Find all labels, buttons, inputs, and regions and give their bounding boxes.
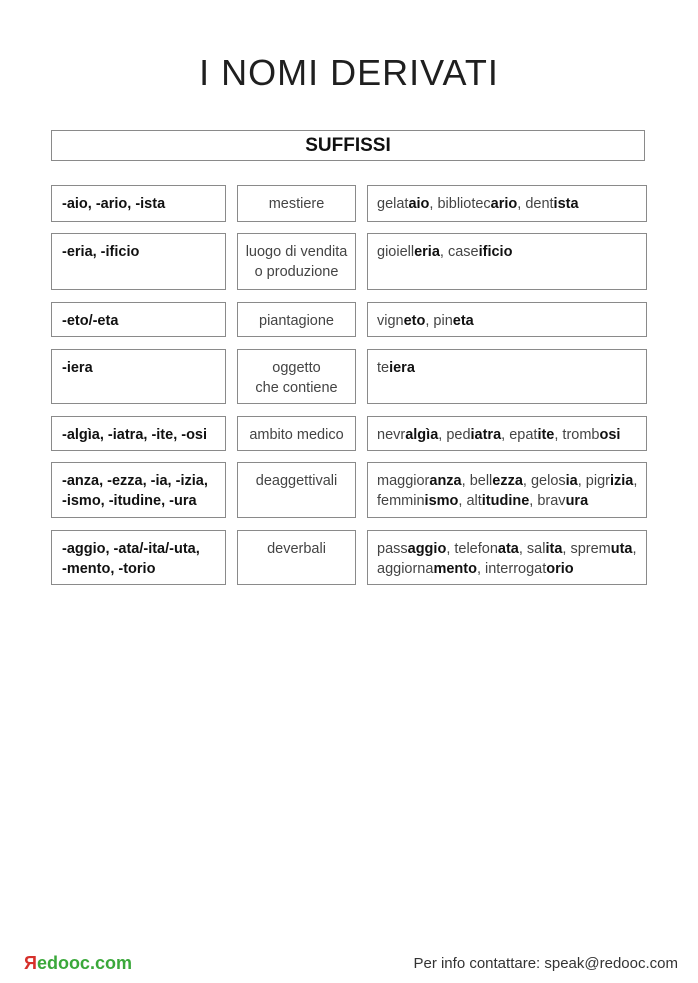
- suffix-highlight: anza: [429, 473, 462, 489]
- meaning-cell: [237, 416, 356, 451]
- meaning-text: o produzione: [254, 264, 339, 280]
- word-stem: ,: [632, 541, 637, 557]
- suffix-highlight: orio: [546, 561, 574, 577]
- examples-cell: [367, 416, 647, 451]
- word-stem: , dent: [517, 196, 554, 212]
- meaning-cell: [237, 185, 356, 222]
- suffix-text: -iera: [62, 360, 93, 376]
- examples-cell: [367, 233, 647, 290]
- suffix-highlight: eta: [452, 313, 474, 329]
- word-stem: , sprem: [562, 541, 611, 557]
- word-stem: , pigr: [577, 473, 610, 489]
- logo-r-letter: Я: [24, 953, 37, 973]
- word-stem: , brav: [529, 493, 566, 509]
- redooc-logo[interactable]: [24, 953, 132, 974]
- suffix-highlight: ificio: [478, 244, 513, 260]
- meaning-text: piantagione: [259, 313, 334, 329]
- suffix-text: -eto/-eta: [62, 313, 119, 329]
- meaning-text: deaggettivali: [255, 473, 338, 489]
- word-stem: , interrogat: [476, 561, 547, 577]
- suffix-highlight: iatra: [470, 427, 502, 443]
- word-stem: , ped: [438, 427, 471, 443]
- suffix-cell: [51, 530, 226, 585]
- examples-line: [377, 311, 642, 331]
- suffix-cell: [51, 416, 226, 451]
- suffix-highlight: itudine: [481, 493, 530, 509]
- suffix-highlight: ita: [545, 541, 563, 557]
- word-stem: ,: [633, 473, 638, 489]
- meaning-text: deverbali: [267, 541, 326, 557]
- word-stem: , bibliotec: [429, 196, 491, 212]
- examples-line: [377, 491, 642, 511]
- suffix-cell: [51, 302, 226, 337]
- word-stem: , case: [439, 244, 479, 260]
- suffix-highlight: uta: [610, 541, 633, 557]
- word-stem: , tromb: [554, 427, 600, 443]
- word-stem: , telefon: [446, 541, 498, 557]
- suffix-highlight: ista: [553, 196, 579, 212]
- examples-line: [377, 425, 642, 445]
- suffix-highlight: aio: [408, 196, 430, 212]
- suffix-text: -eria, -ificio: [62, 244, 140, 260]
- word-stem: pass: [377, 541, 408, 557]
- suffix-cell: [51, 349, 226, 404]
- suffix-highlight: ia: [565, 473, 578, 489]
- suffix-highlight: mento: [433, 561, 477, 577]
- meaning-text: che contiene: [255, 380, 338, 396]
- examples-cell: [367, 302, 647, 337]
- examples-line: [377, 539, 642, 559]
- suffix-text: -anza, -ezza, -ia, -izia,: [62, 473, 208, 489]
- section-header-label: SUFFISSI: [305, 134, 391, 156]
- examples-cell: [367, 530, 647, 585]
- logo-text: edooc.com: [36, 953, 132, 973]
- examples-line: [377, 358, 642, 378]
- suffix-highlight: algìa: [405, 427, 439, 443]
- meaning-cell: [237, 530, 356, 585]
- word-stem: , alt: [458, 493, 482, 509]
- suffix-highlight: ezza: [492, 473, 523, 489]
- suffix-cell: [51, 185, 226, 222]
- examples-cell: [367, 462, 647, 518]
- examples-line: [377, 242, 642, 262]
- meaning-text: ambito medico: [249, 427, 344, 443]
- examples-line: [377, 559, 642, 579]
- suffix-highlight: iera: [389, 360, 415, 376]
- word-stem: gelat: [377, 196, 409, 212]
- suffix-cell: [51, 233, 226, 290]
- suffix-highlight: ario: [490, 196, 518, 212]
- meaning-cell: [237, 349, 356, 404]
- suffix-highlight: osi: [599, 427, 621, 443]
- examples-cell: [367, 185, 647, 222]
- suffix-highlight: ismo: [424, 493, 459, 509]
- word-stem: aggiorna: [377, 561, 434, 577]
- examples-line: [377, 194, 642, 214]
- meaning-cell: [237, 233, 356, 290]
- suffix-text: -algìa, -iatra, -ite, -osi: [62, 427, 208, 443]
- suffix-text: -ismo, -itudine, -ura: [62, 493, 197, 509]
- meaning-cell: [237, 462, 356, 518]
- suffix-highlight: ura: [565, 493, 589, 509]
- word-stem: , gelos: [522, 473, 566, 489]
- page-title: I NOMI DERIVATI: [199, 52, 499, 93]
- word-stem: , pin: [425, 313, 453, 329]
- word-stem: maggior: [377, 473, 430, 489]
- word-stem: gioiell: [377, 244, 415, 260]
- meaning-text: oggetto: [272, 360, 321, 376]
- suffix-text: -aio, -ario, -ista: [62, 196, 166, 212]
- word-stem: femmin: [377, 493, 425, 509]
- meaning-text: mestiere: [268, 196, 325, 212]
- suffix-highlight: izia: [610, 473, 634, 489]
- suffix-text: -mento, -torio: [62, 561, 156, 577]
- suffix-cell: [51, 462, 226, 518]
- examples-line: [377, 471, 642, 491]
- suffix-text: -aggio, -ata/-ita/-uta,: [62, 541, 200, 557]
- word-stem: , sal: [518, 541, 546, 557]
- word-stem: nevr: [377, 427, 406, 443]
- suffix-highlight: eto: [403, 313, 426, 329]
- suffix-highlight: ata: [497, 541, 519, 557]
- word-stem: , bell: [461, 473, 493, 489]
- footer-contact: Per info contattare: speak@redooc.com: [413, 955, 678, 972]
- word-stem: , epat: [501, 427, 538, 443]
- suffix-highlight: eria: [414, 244, 440, 260]
- word-stem: vign: [377, 313, 404, 329]
- word-stem: te: [377, 360, 390, 376]
- meaning-text: luogo di vendita: [245, 244, 348, 260]
- section-header: [51, 130, 645, 161]
- suffix-highlight: aggio: [407, 541, 447, 557]
- suffix-highlight: ite: [537, 427, 555, 443]
- meaning-cell: [237, 302, 356, 337]
- examples-cell: [367, 349, 647, 404]
